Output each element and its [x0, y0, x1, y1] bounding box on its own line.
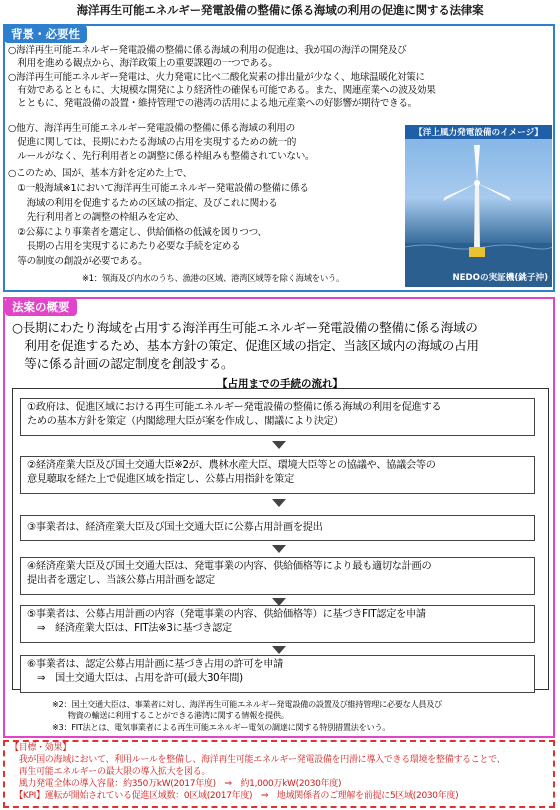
flow-title: 【占用までの手続の流れ】 — [217, 378, 343, 390]
flow-step-5 — [20, 605, 535, 643]
overview-footnote: 物資の輸送に利用することができる港湾に関する情報を提供。 — [52, 710, 289, 720]
step-text: ②経済産業大臣及び国土交通大臣※2が、農林水産大臣、環境大臣等との協議や、協議会等の — [27, 460, 436, 471]
flow-step-4 — [20, 557, 535, 595]
overview-line: ○長期にわたり海域を占用する海洋再生可能エネルギー発電設備の整備に係る海域の — [12, 320, 478, 335]
background-line: 等の制度の創設が必要である。 — [8, 256, 148, 267]
background-line: 海域の利用を促進するための区域の指定、及びこれに関わる — [8, 198, 278, 209]
goals-line: 再生可能エネルギーの最大限の導入拡大を図る。 — [10, 767, 211, 777]
down-arrow-icon — [272, 545, 286, 553]
background-line: ○このため、国が、基本方針を定めた上で、 — [8, 168, 193, 179]
goals-heading: 【目標・効果】 — [10, 743, 71, 753]
background-line: ○海洋再生可能エネルギー発電は、火力発電に比べ二酸化炭素の排出量が少なく、地球温暖化対策に — [8, 72, 425, 83]
step-text: ための基本方針を策定（内閣総理大臣が案を作成し、閣議により決定） — [27, 416, 344, 427]
background-line: 促進に関しては、長期にわたる海域の占用を実現するための統一的 — [8, 137, 297, 148]
background-line: 先行利用者との調整の枠組みを定め、 — [8, 212, 185, 223]
step-text: ③事業者は、経済産業大臣及び国土交通大臣に公募占用計画を提出 — [27, 522, 323, 533]
background-line: 長期の占用を実現するにあたり必要な手続を定める — [8, 241, 241, 252]
down-arrow-icon — [272, 499, 286, 507]
step-text: ⑥事業者は、認定公募占用計画に基づき占用の許可を申請 — [27, 659, 284, 670]
overview-footnote: ※2：国土交通大臣は、事業者に対し、海洋再生可能エネルギー発電設備の設置及び維持管理に必要な人員及び — [52, 699, 443, 709]
overview-line: 利用を促進するため、基本方針の策定、促進区域の指定、当該区域内の海域の占用 — [12, 338, 479, 353]
overview-heading: 法案の概要 — [5, 298, 77, 316]
document-title: 海洋再生可能エネルギー発電設備の整備に係る海域の利用の促進に関する法律案 — [76, 3, 484, 17]
background-line: ①一般海域※1において海洋再生可能エネルギー発電設備の整備に係る — [8, 183, 309, 194]
goals-line: 風力発電全体の導入容量：約350万kW(2017年度) ⇒ 約1,000万kW(2030年度) — [10, 779, 342, 789]
photo-label: 【洋上風力発電設備のイメージ】 — [405, 125, 552, 139]
background-line: ○海洋再生可能エネルギー発電設備の整備に係る海域の利用の促進は、我が国の海洋の開発及び — [8, 45, 407, 56]
down-arrow-icon — [272, 646, 286, 654]
step-text: ⇒ 経済産業大臣は、FIT法※3に基づき認定 — [27, 623, 232, 634]
overview-line: 等に係る計画の認定制度を創設する。 — [12, 356, 234, 371]
step-text: ⇒ 国土交通大臣は、占用を許可(最大30年間) — [27, 673, 243, 684]
step-text: ①政府は、促進区域における再生可能エネルギー発電設備の整備に係る海域の利用を促進する — [27, 402, 442, 413]
background-heading: 背景・必要性 — [4, 25, 87, 43]
step-text: 提出者を選定し、当該公募占用計画を認定 — [27, 575, 215, 586]
background-footnote: ※1：領海及び内水のうち、漁港の区域、港湾区域等を除く海域をいう。 — [82, 273, 345, 283]
flow-step-1 — [20, 398, 535, 436]
down-arrow-icon — [272, 441, 286, 449]
wind-turbine-icon — [405, 125, 552, 287]
background-line: 利用を進める観点から、海洋政策上の重要課題の一つである。 — [8, 58, 278, 69]
flow-step-2 — [20, 456, 535, 494]
goals-line: 【KPI】運転が開始されている促進区域数：0区域(2017年度) ⇒ 地域関係者のご理解を前提に5区域(2030年度) — [10, 791, 459, 801]
overview-footnote: ※3：FIT法とは、電気事業者による再生可能エネルギー電気の調達に関する特別措置法をいう。 — [52, 722, 391, 732]
flow-step-3 — [20, 515, 535, 541]
background-line: ②公募により事業者を選定し、供給価格の低減を図りつつ、 — [8, 227, 267, 238]
step-text: 意見聴取を経た上で促進区域を指定し、公募占用指針を策定 — [27, 474, 294, 485]
background-line: とともに、発電設備の設置・維持管理での港湾の活用による地元産業への好影響が期待できる。 — [8, 98, 417, 109]
goals-line: 我が国の海域において、利用ルールを整備し、海洋再生可能エネルギー発電設備を円滑に導入できる環境を整備することで、 — [10, 755, 506, 765]
background-line: ○他方、海洋再生可能エネルギー発電設備の整備に係る海域の利用の — [8, 123, 295, 134]
step-text: ④経済産業大臣及び国土交通大臣は、発電事業の内容、供給価格等により最も適切な計画の — [27, 561, 432, 572]
flow-step-6 — [20, 655, 535, 693]
photo-credit: NEDOの実証機(銚子沖) — [452, 273, 548, 283]
background-line: 有効であるとともに、大規模な開発により経済性の確保も可能である。また、関連産業への波及効果 — [8, 85, 436, 96]
wind-turbine-photo — [405, 125, 552, 287]
background-line: ルールがなく、先行利用者との調整に係る枠組みも整備されていない。 — [8, 151, 315, 162]
step-text: ⑤事業者は、公募占用計画の内容（発電事業の内容、供給価格等）に基づきFIT認定を申請 — [27, 609, 426, 620]
